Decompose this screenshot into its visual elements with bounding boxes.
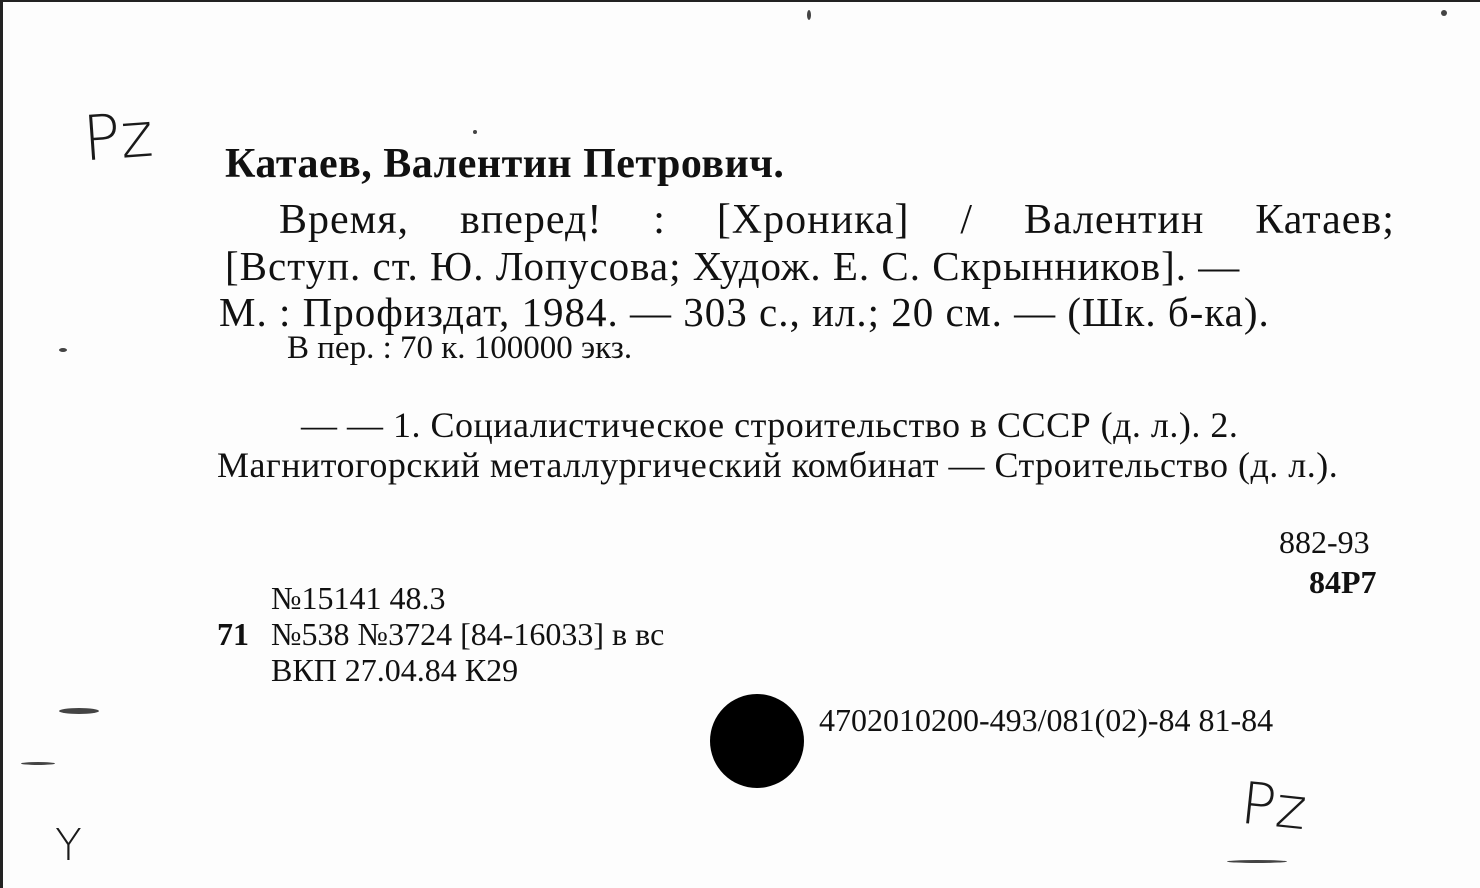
title-word: Валентин	[1023, 197, 1205, 243]
handwritten-mark-bottom-right: Pz	[1237, 768, 1310, 844]
title-line-2: [Вступ. ст. Ю. Лопусова; Худож. Е. С. Скрынников]. —	[225, 243, 1241, 289]
title-word: [Хроника]	[716, 197, 910, 243]
registry-line-2: №538 №3724 [84-16033] в вс	[271, 616, 665, 652]
scan-speck	[1227, 860, 1287, 863]
scan-speck	[59, 348, 67, 352]
isbn-line: 4702010200-493/081(02)-84 81-84	[819, 702, 1274, 738]
scan-speck	[59, 708, 99, 714]
registry-prefix: 71	[217, 616, 249, 652]
title-word: Катаев;	[1255, 197, 1395, 243]
subject-line-2: Магнитогорский металлургический комбинат — Строительство (д. л.).	[217, 445, 1339, 485]
scan-speck	[21, 762, 55, 765]
price-line: В пер. : 70 к. 100000 экз.	[287, 330, 633, 366]
title-line-1	[225, 196, 1395, 244]
title-word: /	[960, 197, 974, 243]
handwritten-mark-top-left: Pz	[80, 97, 156, 176]
title-word: Время,	[279, 197, 410, 243]
handwritten-mark-bottom-left: Y	[55, 820, 82, 871]
scan-speck	[807, 10, 811, 20]
subject-line-1: — — 1. Социалистическое строительство в СССР (д. л.). 2.	[301, 405, 1239, 445]
scan-speck	[1441, 10, 1447, 16]
title-word: вперед!	[459, 197, 603, 243]
title-word: :	[653, 197, 666, 243]
registry-line-1: №15141 48.3	[271, 580, 446, 616]
scan-speck	[473, 130, 477, 134]
registry-line-3: ВКП 27.04.84 К29	[271, 652, 519, 688]
title-line-3: М. : Профиздат, 1984. — 303 с., ил.; 20 см. — (Шк. б-ка).	[219, 289, 1270, 335]
author-heading: Катаев, Валентин Петрович.	[225, 141, 785, 187]
classification-code-2: 84Р7	[1309, 564, 1377, 600]
classification-code-1: 882-93	[1279, 524, 1370, 560]
punch-hole	[710, 694, 804, 788]
